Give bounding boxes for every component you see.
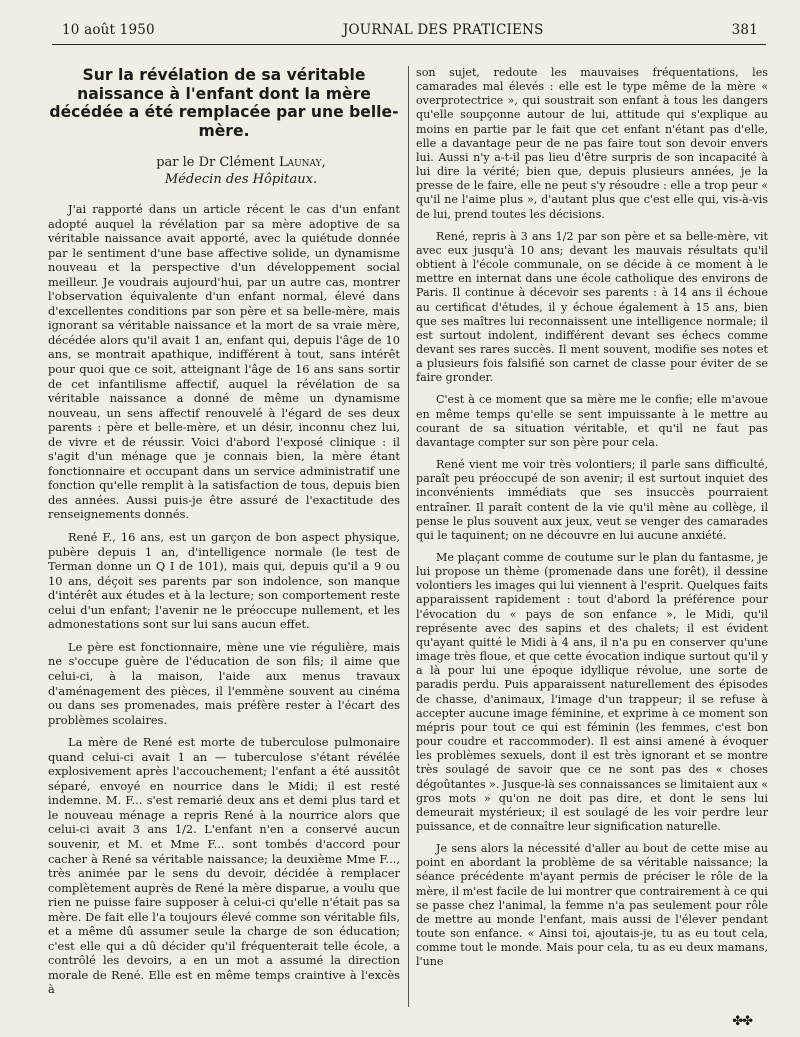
body-paragraph: Je sens alors la nécessité d'aller au bout de cette mise au point en abordant la problème de sa véritable naissance; la séance précédente m'ayant permis de préciser le rôle de la mère, il m'est facile de lui montrer que contrairement à ce qui se passe chez l'animal, la femme n'a pas seulement pour rôle de mettre au monde l'enfant, mais aussi de l'élever pendant toute son enfance. « Ainsi toi, ajoutais-je, tu as eu tout cela, comme tout le monde. Mais pour cela, tu as eu deux mamans, l'une (416, 842, 768, 969)
header-rule (52, 44, 766, 45)
header-date: 10 août 1950 (62, 22, 155, 38)
author-prefix: par le Dr Clément (156, 155, 275, 170)
body-paragraph: René F., 16 ans, est un garçon de bon aspect physique, pubère depuis 1 an, d'intelligence normale (le test de Terman donne un Q I de 101), mais qui, depuis qu'il a 9 ou 10 ans, déçoit ses parents par son indolence, son manque d'intérêt aux études et à la lecture; son comportement reste celui d'un enfant; l'avenir ne le préoccupe nullement, et les admonestations sont sur lui sans aucun effet. (48, 530, 400, 632)
author-surname: Launay, (278, 155, 326, 170)
body-paragraph: René, repris à 3 ans 1/2 par son père et sa belle-mère, vit avec eux jusqu'à 10 ans; devant les mauvais résultats qu'il obtient à l'école communale, on se décide à ce moment à le mettre en internat dans une école catholique des environs de Paris. Il continue à décevoir ses parents : à 14 ans il échoue au certificat d'études, il y échoue également à 15 ans, bien que ses maîtres lui reconnaissent une intelligence normale; il est surtout indolent, indifférent devant ses échecs comme devant ses rares succès. Il ment souvent, modifie ses notes et a plusieurs fois falsifié son carnet de classe pour éviter de se faire gronder. (416, 229, 768, 385)
header-journal: JOURNAL DES PRATICIENS (342, 22, 544, 38)
continuation-ornament: ✤✤ (732, 1014, 752, 1029)
body-paragraph: C'est à ce moment que sa mère me le confie; elle m'avoue en même temps qu'elle se sent impuissante à le mettre au courant de sa situation véritable, et qu'il ne faut pas davantage compter sur son père pour cela. (416, 393, 768, 449)
right-column (416, 66, 768, 978)
body-paragraph: son sujet, redoute les mauvaises fréquentations, les camarades mal élevés : elle est le type même de la mère « overprotectrice », qui soustrait son enfant à tous les dangers qu'elle soupçonne autour de lui, attitude qui s'explique au moins en partie par le fait que cet enfant n'étant pas d'elle, elle a davantage peur de ne pas faire tout son devoir envers lui. Aussi n'y a-t-il pas lieu d'être surpris de son incapacité à lui dire la vérité; bien que, depuis plusieurs années, je la presse de le faire, elle ne peut s'y résoudre : elle a trop peur « qu'il ne l'aime plus », d'autant plus que c'est elle qui, vis-à-vis de lui, prend toutes les décisions. (416, 66, 768, 221)
body-paragraph: René vient me voir très volontiers; il parle sans difficulté, paraît peu préoccupé de son avenir; il est surtout inquiet des inconvénients immédiats que ses insuccès pourraient entraîner. Il paraît content de la vie qu'il mène au collège, il pense le plus souvent aux jeux, veut se venger des camarades qui le taquinent; on ne découvre en lui aucune anxiété. (416, 458, 768, 542)
header-page-number: 381 (731, 22, 758, 38)
article-title: Sur la révélation de sa véritable naissance à l'enfant dont la mère décédée a été remplacée par une belle-mère. (49, 66, 399, 140)
body-paragraph: Le père est fonctionnaire, mène une vie régulière, mais ne s'occupe guère de l'éducation de son fils; il aime que celui-ci, à la maison, l'aide aux menus travaux d'aménagement des pièces, il l'emmène souvent au cinéma ou dans ses promenades, mais préfère rester à l'écart des problèmes scolaires. (48, 639, 400, 727)
left-column (48, 66, 400, 1005)
byline (82, 154, 400, 188)
running-head (62, 22, 758, 38)
column-divider (408, 66, 409, 1007)
author-affiliation: Médecin des Hôpitaux. (164, 172, 318, 187)
body-paragraph: La mère de René est morte de tuberculose pulmonaire quand celui-ci avait 1 an — tuberculose s'étant révélée explosivement après l'accouchement; l'enfant a été aussitôt séparé, envoyé en nourrice dans le Midi; il est resté indemne. M. F... s'est remarié deux ans et demi plus tard et le nouveau ménage a repris René à la nourrice alors que celui-ci avait 3 ans 1/2. L'enfant n'en a conservé aucun souvenir, et M. et Mme F... sont tombés d'accord pour cacher à René sa véritable naissance; la deuxième Mme F..., très animée par le sens du devoir, décidée à remplacer complètement auprès de René la mère disparue, a voulu que rien ne puisse faire supposer à celui-ci qu'elle n'était pas sa mère. De fait elle l'a toujours élevé comme son véritable fils, et a même dû assumer seule la charge de son éducation; c'est elle qui a dû décider qu'il fréquenterait telle école, a contrôlé les devoirs, a en un mot a assumé la direction morale de René. Elle est en même temps craintive à l'excès à (48, 735, 400, 997)
body-paragraph: J'ai rapporté dans un article récent le cas d'un enfant adopté auquel la révélation par sa mère adoptive de sa véritable naissance avait apporté, avec la quiétude donnée par le sentiment d'une base affective solide, un dynamisme nouveau et la perspective d'un développement social meilleur. Je voudrais aujourd'hui, par un autre cas, montrer l'observation équivalente d'un enfant normal, élevé dans d'excellentes conditions par son père et sa belle-mère, mais ignorant sa véritable naissance et la mort de sa vraie mère, décédée alors qu'il avait 1 an, enfant qui, depuis l'âge de 10 ans, se montrait apathique, indifférent à tout, sans intérêt pour quoi que ce soit, atteignant l'âge de 16 ans sans sortir de cet infantilisme affectif, auquel la révélation de sa véritable naissance a donné de même un dynamisme nouveau, un sens affectif renouvelé à l'égard de ses deux parents : père et belle-mère, et un désir, inconnu chez lui, de vivre et de réussir. Voici d'abord l'exposé clinique : il s'agit d'un ménage que je connais bien, la mère étant fonctionnaire et occupant dans un service administratif une fonction qu'elle remplit à la satisfaction de tous, depuis bien des années. Aussi puis-je être assuré de l'exactitude des renseignements donnés. (48, 202, 400, 522)
author-line (82, 154, 400, 171)
body-paragraph: Me plaçant comme de coutume sur le plan du fantasme, je lui propose un thème (promenade dans une forêt), il dessine volontiers les images qui lui viennent à l'esprit. Quelques faits apparaissent rapidement : tout d'abord la préférence pour l'évocation du « pays de son enfance », le Midi, qu'il représente avec des sapins et des chalets; il est évident qu'ayant quitté le Midi à 4 ans, il n'a pu en conserver qu'une image très floue, et que cette évocation indique surtout qu'il y a là pour lui une époque idyllique révolue, une sorte de paradis perdu. Puis apparaissent naturellement des épisodes de chasse, d'animaux, l'image d'un trappeur; il se refuse à accepter aucune image féminine, et exprime à ce moment son mépris pour tout ce qui est féminin (les femmes, c'est bon pour coudre et raccommoder). Il est ainsi amené à évoquer les problèmes sexuels, dont il est très ignorant et se montre très soulagé de savoir que ce ne sont pas des « choses dégoûtantes ». Jusque-là ses connaissances se limitaient aux « gros mots » qu'on ne doit pas dire, et dont le sens lui demeurait mystérieux; il est soulagé de les voir perdre leur puissance, et de connaître leur signification naturelle. (416, 551, 768, 833)
